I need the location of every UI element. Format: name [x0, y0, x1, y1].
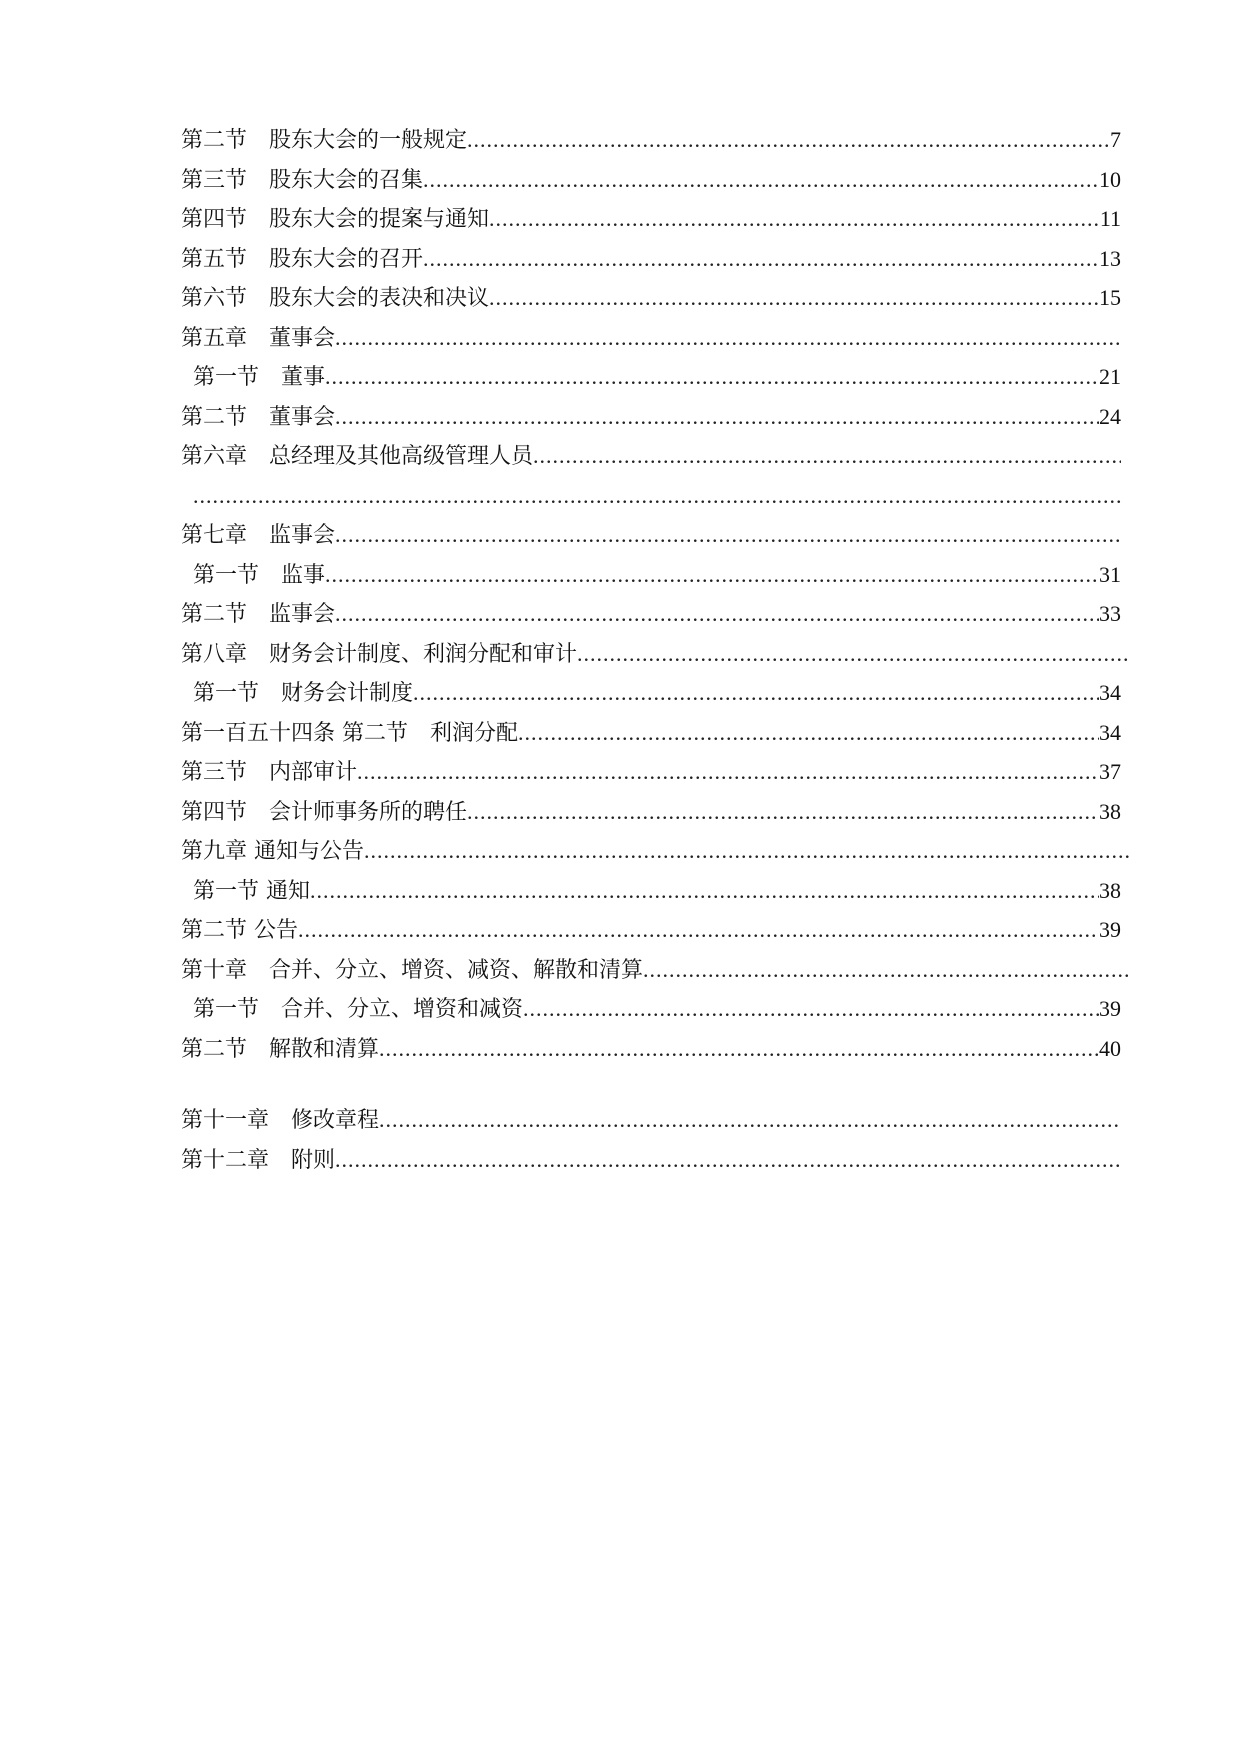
toc-entry-label: 第五节 股东大会的召开	[181, 246, 424, 272]
toc-entry[interactable]	[181, 871, 1121, 911]
toc-chapter-entry[interactable]	[181, 950, 1129, 990]
toc-chapter-entry[interactable]	[181, 831, 1129, 871]
toc-entry-label: 第二节 解散和清算	[181, 1036, 380, 1062]
toc-entry[interactable]	[181, 1029, 1121, 1069]
toc-entry-label: 第二节 股东大会的一般规定	[181, 128, 468, 153]
toc-entry[interactable]	[181, 989, 1121, 1029]
table-of-contents	[181, 120, 1121, 1179]
toc-entry[interactable]	[181, 910, 1121, 950]
toc-continuation-line	[181, 476, 1121, 516]
toc-page-number: 11	[1099, 206, 1121, 231]
toc-entry[interactable]	[181, 752, 1121, 792]
toc-entry-label: 第四节 会计师事务所的聘任	[181, 799, 468, 825]
dot-leader	[423, 160, 1099, 200]
toc-entry[interactable]	[181, 555, 1121, 595]
toc-entry[interactable]	[181, 713, 1121, 753]
toc-entry-label: 第三节 股东大会的召集	[181, 167, 424, 193]
toc-entry[interactable]	[181, 357, 1121, 397]
dot-leader	[335, 318, 1121, 358]
toc-entry-label: 第二节 监事会	[181, 602, 336, 627]
dot-leader	[413, 673, 1099, 713]
toc-page-number: 15	[1099, 285, 1121, 310]
toc-entry-label: 第八章 财务会计制度、利润分配和审计	[181, 641, 578, 667]
dot-leader	[423, 239, 1099, 279]
dot-leader	[335, 1140, 1121, 1180]
toc-entry-label: 第六节 股东大会的表决和决议	[181, 286, 490, 311]
dot-leader	[643, 950, 1129, 990]
dot-leader	[325, 555, 1099, 595]
toc-entry-label: 第十二章 附则	[181, 1147, 336, 1173]
dot-leader	[325, 357, 1099, 397]
toc-entry-label: 第十一章 修改章程	[181, 1108, 380, 1133]
dot-leader	[489, 278, 1099, 318]
toc-entry-label: 第七章 监事会	[181, 523, 336, 548]
dot-leader	[467, 120, 1110, 160]
toc-entry[interactable]	[181, 594, 1121, 634]
toc-entry-label: 第一百五十四条 第二节 利润分配	[181, 720, 518, 746]
toc-page-number: 34	[1099, 680, 1121, 705]
toc-entry[interactable]	[181, 160, 1121, 200]
toc-page-number: 13	[1099, 245, 1121, 271]
toc-page-number: 34	[1099, 719, 1121, 745]
toc-chapter-entry[interactable]	[181, 634, 1129, 674]
toc-page-number: 31	[1099, 561, 1121, 587]
dot-leader	[310, 871, 1099, 911]
toc-page-number: 21	[1099, 364, 1121, 389]
dot-leader	[298, 910, 1099, 950]
dot-leader	[357, 752, 1099, 792]
dot-leader	[489, 199, 1100, 239]
toc-entry-label: 第二节 董事会	[181, 404, 336, 430]
toc-chapter-entry[interactable]	[181, 515, 1121, 555]
dot-leader	[364, 831, 1129, 871]
toc-entry[interactable]	[181, 120, 1121, 160]
dot-leader	[379, 1100, 1121, 1140]
toc-page-number: 37	[1099, 759, 1121, 784]
toc-entry[interactable]	[181, 199, 1121, 239]
toc-entry-label: 第六章 总经理及其他高级管理人员	[181, 444, 534, 469]
toc-entry[interactable]	[181, 239, 1121, 279]
toc-entry[interactable]	[181, 673, 1121, 713]
toc-entry-label: 第九章 通知与公告	[181, 839, 364, 864]
dot-leader	[193, 476, 1121, 516]
dot-leader	[533, 436, 1121, 476]
dot-leader	[335, 515, 1121, 555]
dot-leader	[335, 594, 1099, 634]
dot-leader	[379, 1029, 1099, 1069]
toc-entry-label: 第一节 通知	[193, 878, 310, 904]
toc-entry-label: 第一节 财务会计制度	[193, 681, 414, 706]
toc-page-number: 40	[1099, 1035, 1121, 1061]
toc-entry-label: 第一节 监事	[193, 562, 326, 588]
toc-entry[interactable]	[181, 792, 1121, 832]
toc-entry-label: 第三节 内部审计	[181, 760, 358, 785]
toc-page-number: 10	[1099, 166, 1121, 192]
toc-page-number: 33	[1099, 601, 1121, 626]
toc-chapter-entry[interactable]	[181, 318, 1121, 358]
toc-page-number: 24	[1099, 403, 1121, 429]
toc-entry-label: 第五章 董事会	[181, 325, 336, 351]
toc-entry[interactable]	[181, 397, 1121, 437]
toc-chapter-entry[interactable]	[181, 1140, 1121, 1180]
dot-leader	[577, 634, 1129, 674]
toc-entry-label: 第一节 董事	[193, 365, 326, 390]
toc-entry-label: 第十章 合并、分立、增资、减资、解散和清算	[181, 957, 644, 983]
toc-page-number: 7	[1110, 127, 1121, 152]
toc-entry[interactable]	[181, 278, 1121, 318]
dot-leader	[467, 792, 1099, 832]
toc-page-number: 38	[1099, 798, 1121, 824]
dot-leader	[518, 713, 1099, 753]
toc-page-number: 38	[1099, 877, 1121, 903]
toc-chapter-entry[interactable]	[181, 1100, 1121, 1140]
toc-page-number: 39	[1099, 917, 1121, 942]
toc-chapter-entry[interactable]	[181, 436, 1121, 476]
toc-entry-label: 第四节 股东大会的提案与通知	[181, 207, 490, 232]
dot-leader	[335, 397, 1099, 437]
toc-entry-label: 第一节 合并、分立、增资和减资	[193, 997, 524, 1022]
dot-leader	[523, 989, 1099, 1029]
toc-page-number: 39	[1099, 996, 1121, 1021]
toc-entry-label: 第二节 公告	[181, 918, 298, 943]
